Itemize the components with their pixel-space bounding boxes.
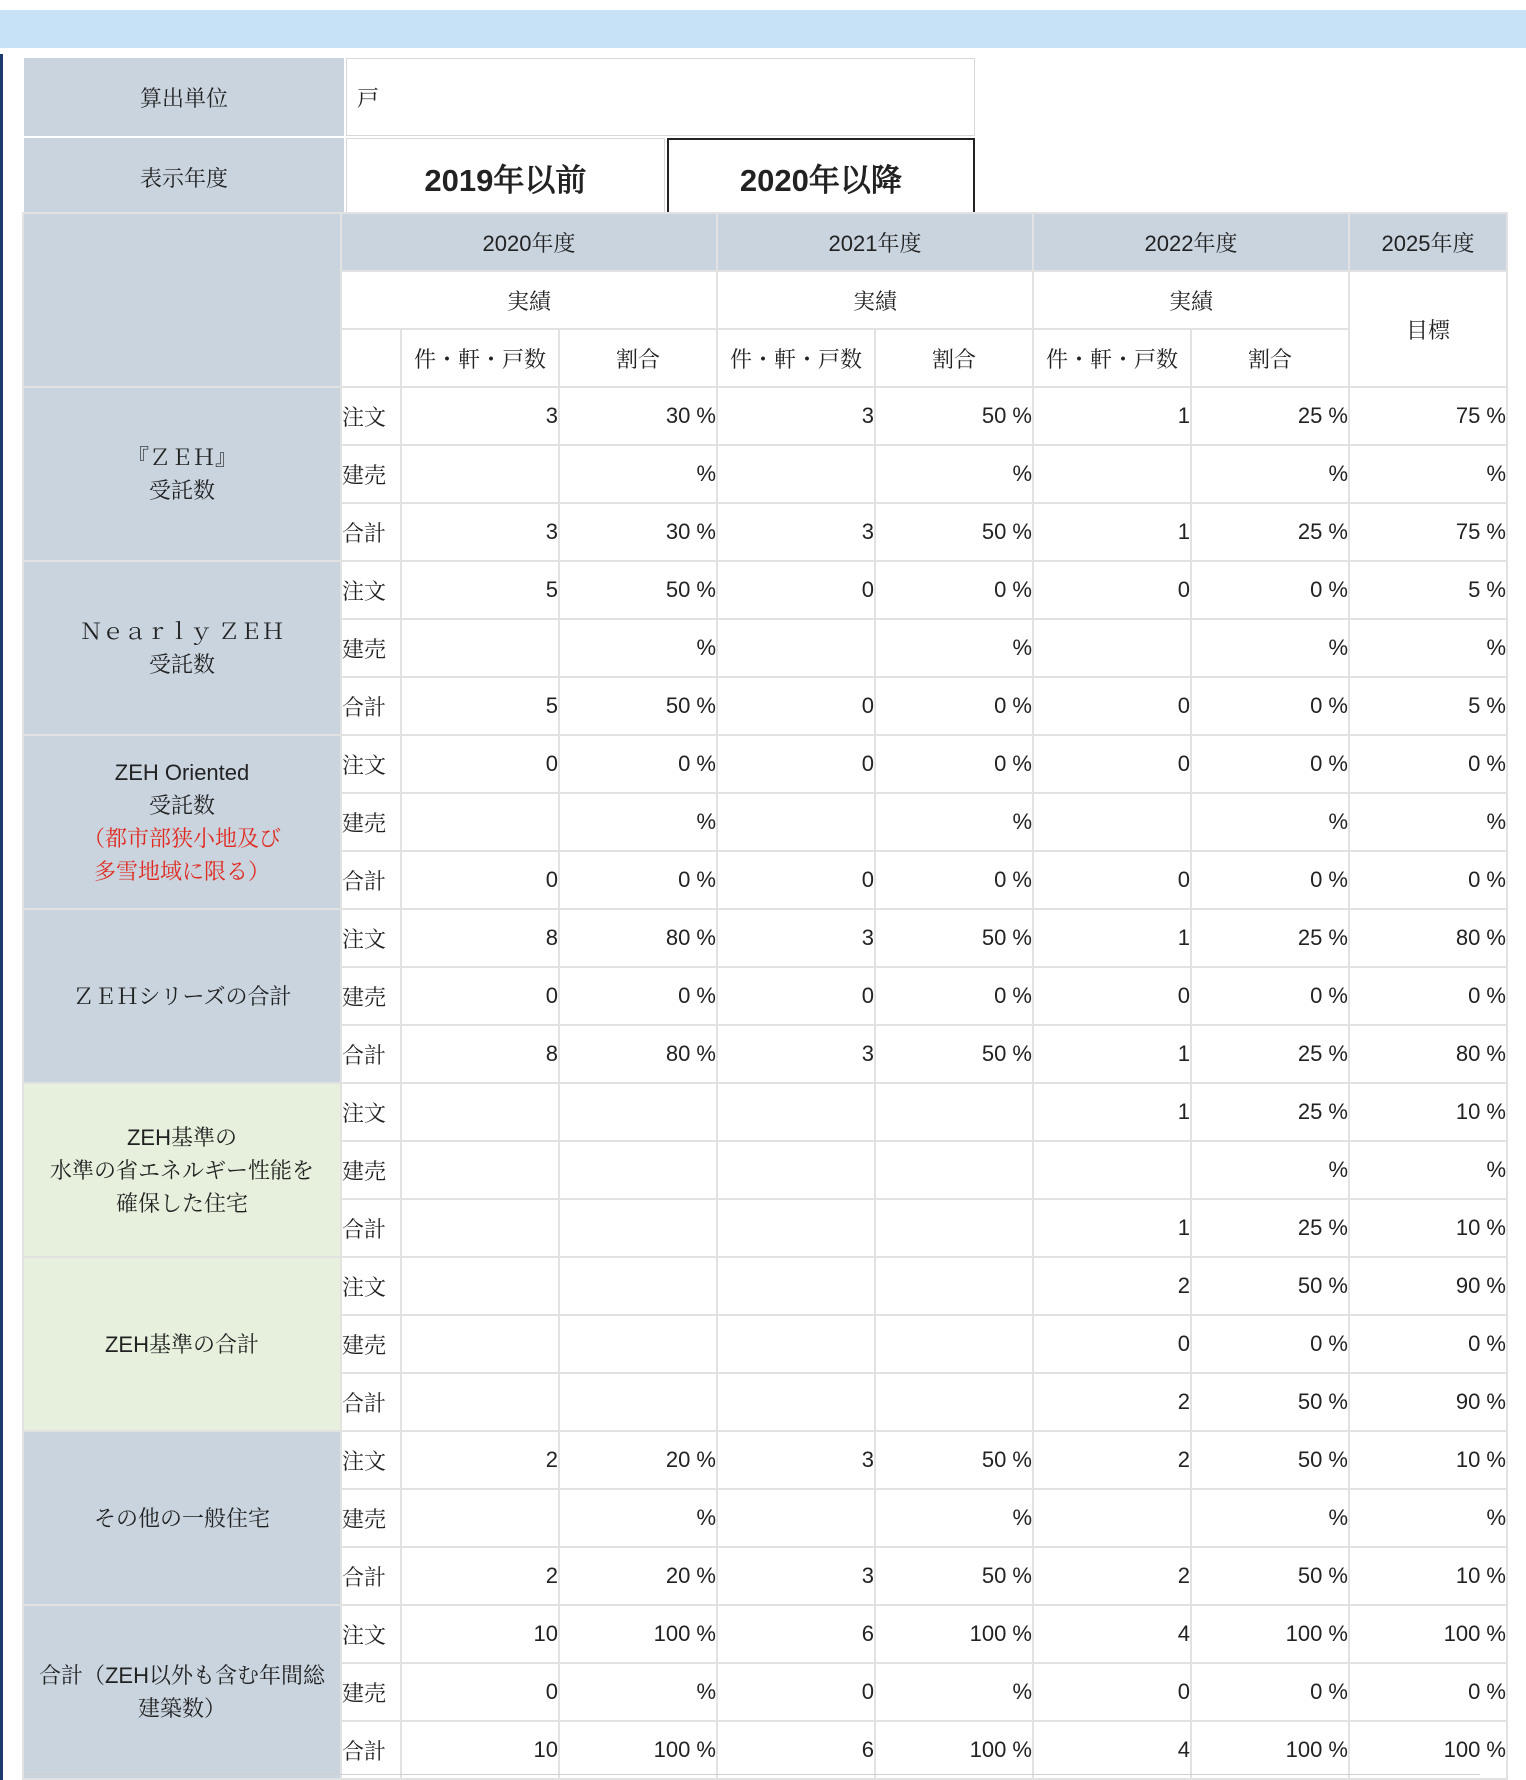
target-2025-cell: 90 % <box>1349 1257 1507 1315</box>
table-row <box>23 1431 1507 1489</box>
row-type-cell: 合計 <box>341 503 401 561</box>
ratio-2020-cell: % <box>559 1489 717 1547</box>
year-header-2025: 2025年度 <box>1349 213 1507 271</box>
count-2022-cell: 1 <box>1033 503 1191 561</box>
zeh-results-table <box>22 212 1508 1780</box>
ratio-2022-cell: % <box>1191 793 1349 851</box>
row-type-header <box>341 329 401 387</box>
ratio-2021-cell: 50 % <box>875 387 1033 445</box>
table-body <box>23 387 1507 1779</box>
ratio-2020-cell: 80 % <box>559 1025 717 1083</box>
ratio-2020-cell <box>559 1315 717 1373</box>
row-type-cell: 建売 <box>341 619 401 677</box>
ratio-2020-cell <box>559 1141 717 1199</box>
count-2020-cell <box>401 1257 559 1315</box>
ratio-2022-cell: 0 % <box>1191 1315 1349 1373</box>
ratio-2020-cell: 100 % <box>559 1605 717 1663</box>
ratio-2021-cell: 50 % <box>875 909 1033 967</box>
count-2020-cell: 2 <box>401 1547 559 1605</box>
count-2022-cell: 0 <box>1033 1315 1191 1373</box>
ratio-2020-cell <box>559 1199 717 1257</box>
count-2020-cell: 3 <box>401 387 559 445</box>
count-2020-cell: 10 <box>401 1721 559 1779</box>
group-label-zeh-series-total <box>23 909 341 1083</box>
table-row <box>23 561 1507 619</box>
count-2020-cell <box>401 445 559 503</box>
ratio-2022-cell: 0 % <box>1191 677 1349 735</box>
count-2020-cell: 0 <box>401 1663 559 1721</box>
row-type-cell: 建売 <box>341 1141 401 1199</box>
group-label-line: ZEH基準の合計 <box>104 1331 259 1357</box>
ratio-2020-cell: 30 % <box>559 387 717 445</box>
ratio-2020-cell: 100 % <box>559 1721 717 1779</box>
target-2025-cell: % <box>1349 1141 1507 1199</box>
ratio-2020-cell: 50 % <box>559 677 717 735</box>
count-2020-cell: 10 <box>401 1605 559 1663</box>
table-row <box>23 735 1507 793</box>
count-2021-cell: 3 <box>717 909 875 967</box>
target-2025-cell: 75 % <box>1349 503 1507 561</box>
group-label-other-general-housing <box>23 1431 341 1605</box>
ratio-2020-cell: % <box>559 445 717 503</box>
group-label-line: 水準の省エネルギー性能を <box>49 1157 314 1183</box>
count-2020-cell: 2 <box>401 1431 559 1489</box>
count-2021-cell: 0 <box>717 967 875 1025</box>
ratio-header-2020: 割合 <box>559 329 717 387</box>
group-label-line: ZEH Oriented <box>114 760 250 785</box>
group-note-line: （都市部狭小地及び <box>82 826 281 851</box>
count-2022-cell: 2 <box>1033 1547 1191 1605</box>
group-label-line: ZEH基準の <box>126 1124 237 1150</box>
group-label-line: ＺＥＨシリーズの合計 <box>72 983 292 1009</box>
count-2022-cell: 0 <box>1033 677 1191 735</box>
year-header-2021: 2021年度 <box>717 213 1033 271</box>
count-2020-cell: 8 <box>401 1025 559 1083</box>
group-label-zeh <box>23 387 341 561</box>
row-type-cell: 合計 <box>341 1199 401 1257</box>
target-header: 目標 <box>1349 271 1507 387</box>
row-type-cell: 建売 <box>341 445 401 503</box>
count-2020-cell: 5 <box>401 677 559 735</box>
unit-value: 戸 <box>346 58 975 136</box>
bottom-divider <box>24 1774 1480 1775</box>
actual-header-2022: 実績 <box>1033 271 1349 329</box>
ratio-2022-cell: 100 % <box>1191 1721 1349 1779</box>
ratio-2022-cell: 0 % <box>1191 851 1349 909</box>
count-2022-cell: 0 <box>1033 1663 1191 1721</box>
ratio-2022-cell: 0 % <box>1191 561 1349 619</box>
ratio-2021-cell: 100 % <box>875 1605 1033 1663</box>
count-2021-cell <box>717 1373 875 1431</box>
left-border <box>0 54 3 1780</box>
ratio-2021-cell <box>875 1083 1033 1141</box>
year-header-2022: 2022年度 <box>1033 213 1349 271</box>
row-type-cell: 建売 <box>341 1663 401 1721</box>
count-2022-cell: 0 <box>1033 851 1191 909</box>
ratio-2020-cell: 80 % <box>559 909 717 967</box>
target-2025-cell: 10 % <box>1349 1083 1507 1141</box>
display-year-label: 表示年度 <box>24 138 344 216</box>
group-label-line: 受託数 <box>148 793 215 818</box>
count-2022-cell: 1 <box>1033 387 1191 445</box>
group-label-zeh-standard-housing <box>23 1083 341 1257</box>
ratio-2020-cell: 0 % <box>559 735 717 793</box>
group-label-grand-total <box>23 1605 341 1779</box>
target-2025-cell: 80 % <box>1349 1025 1507 1083</box>
group-label-line: Ｎｅａｒｌｙ ＺＥＨ <box>79 619 285 644</box>
row-type-cell: 注文 <box>341 387 401 445</box>
count-2020-cell <box>401 1373 559 1431</box>
group-label-line: 受託数 <box>148 652 215 677</box>
count-2021-cell <box>717 1199 875 1257</box>
count-2021-cell <box>717 793 875 851</box>
target-2025-cell: % <box>1349 445 1507 503</box>
target-2025-cell: 0 % <box>1349 735 1507 793</box>
count-2022-cell: 2 <box>1033 1257 1191 1315</box>
target-2025-cell: 0 % <box>1349 1663 1507 1721</box>
count-2022-cell: 0 <box>1033 967 1191 1025</box>
count-2021-cell: 0 <box>717 851 875 909</box>
ratio-2021-cell: 0 % <box>875 967 1033 1025</box>
count-2022-cell: 1 <box>1033 1199 1191 1257</box>
year-after-2020-button[interactable]: 2020年以降 <box>739 162 902 198</box>
year-header-2020: 2020年度 <box>341 213 717 271</box>
count-2020-cell: 0 <box>401 735 559 793</box>
row-type-cell: 合計 <box>341 851 401 909</box>
count-2021-cell: 0 <box>717 561 875 619</box>
settings-table <box>22 56 977 218</box>
count-2021-cell: 3 <box>717 387 875 445</box>
target-2025-cell: 5 % <box>1349 677 1507 735</box>
ratio-2021-cell: 100 % <box>875 1721 1033 1779</box>
count-2020-cell: 3 <box>401 503 559 561</box>
group-label-line: 確保した住宅 <box>115 1190 248 1216</box>
count-2020-cell <box>401 1141 559 1199</box>
group-label-line: その他の一般住宅 <box>93 1505 270 1531</box>
count-2021-cell: 3 <box>717 1547 875 1605</box>
table-header <box>23 213 1507 387</box>
ratio-2021-cell: 50 % <box>875 1547 1033 1605</box>
ratio-2021-cell <box>875 1199 1033 1257</box>
count-2020-cell: 0 <box>401 967 559 1025</box>
count-2022-cell <box>1033 1141 1191 1199</box>
ratio-2021-cell: 0 % <box>875 677 1033 735</box>
ratio-2020-cell: 0 % <box>559 967 717 1025</box>
group-note-line: 多雪地域に限る） <box>93 859 270 884</box>
count-2020-cell <box>401 619 559 677</box>
count-2021-cell <box>717 445 875 503</box>
unit-label: 算出単位 <box>24 58 344 136</box>
count-2020-cell <box>401 793 559 851</box>
row-type-cell: 注文 <box>341 1431 401 1489</box>
ratio-2021-cell <box>875 1315 1033 1373</box>
count-2022-cell: 0 <box>1033 735 1191 793</box>
count-2021-cell: 3 <box>717 1025 875 1083</box>
group-label-zeh-standard-total <box>23 1257 341 1431</box>
target-2025-cell: 100 % <box>1349 1605 1507 1663</box>
row-type-cell: 注文 <box>341 1605 401 1663</box>
ratio-2022-cell: 25 % <box>1191 1025 1349 1083</box>
ratio-2022-cell: 50 % <box>1191 1373 1349 1431</box>
ratio-2022-cell: % <box>1191 445 1349 503</box>
row-type-cell: 合計 <box>341 1373 401 1431</box>
row-type-cell: 注文 <box>341 909 401 967</box>
row-type-cell: 注文 <box>341 1083 401 1141</box>
ratio-2021-cell: 50 % <box>875 503 1033 561</box>
count-2022-cell <box>1033 445 1191 503</box>
ratio-2021-cell: % <box>875 445 1033 503</box>
row-type-cell: 建売 <box>341 793 401 851</box>
ratio-2021-cell: % <box>875 619 1033 677</box>
count-2021-cell <box>717 619 875 677</box>
target-2025-cell: 10 % <box>1349 1199 1507 1257</box>
year-2020-cell[interactable] <box>667 138 975 216</box>
target-2025-cell: % <box>1349 1489 1507 1547</box>
count-2022-cell: 4 <box>1033 1721 1191 1779</box>
count-header-2021: 件・軒・戸数 <box>717 329 875 387</box>
ratio-2020-cell <box>559 1373 717 1431</box>
count-2020-cell: 5 <box>401 561 559 619</box>
ratio-2020-cell: 30 % <box>559 503 717 561</box>
ratio-header-2022: 割合 <box>1191 329 1349 387</box>
ratio-2022-cell: % <box>1191 1489 1349 1547</box>
table-row <box>23 909 1507 967</box>
ratio-2020-cell: 20 % <box>559 1431 717 1489</box>
target-2025-cell: 0 % <box>1349 1315 1507 1373</box>
ratio-2022-cell: 50 % <box>1191 1431 1349 1489</box>
count-2022-cell <box>1033 1489 1191 1547</box>
ratio-2020-cell: 50 % <box>559 561 717 619</box>
count-2022-cell: 0 <box>1033 561 1191 619</box>
ratio-2021-cell: 0 % <box>875 561 1033 619</box>
ratio-2022-cell: 0 % <box>1191 1663 1349 1721</box>
row-type-cell: 注文 <box>341 1257 401 1315</box>
group-label-line: 建築数） <box>137 1696 226 1721</box>
table-row <box>23 387 1507 445</box>
target-2025-cell: 10 % <box>1349 1547 1507 1605</box>
count-2021-cell <box>717 1141 875 1199</box>
count-2022-cell: 1 <box>1033 1025 1191 1083</box>
target-2025-cell: % <box>1349 619 1507 677</box>
ratio-2020-cell: % <box>559 1663 717 1721</box>
table-row <box>23 1605 1507 1663</box>
count-2022-cell: 2 <box>1033 1431 1191 1489</box>
target-2025-cell: 100 % <box>1349 1721 1507 1779</box>
ratio-2021-cell: 50 % <box>875 1025 1033 1083</box>
year-2019-cell[interactable] <box>346 138 665 216</box>
count-2020-cell: 8 <box>401 909 559 967</box>
row-type-cell: 建売 <box>341 1315 401 1373</box>
count-2021-cell: 0 <box>717 735 875 793</box>
ratio-2022-cell: 25 % <box>1191 909 1349 967</box>
ratio-2022-cell: 25 % <box>1191 1083 1349 1141</box>
target-2025-cell: 0 % <box>1349 851 1507 909</box>
top-banner <box>0 10 1526 48</box>
ratio-2020-cell: 0 % <box>559 851 717 909</box>
ratio-2022-cell: 50 % <box>1191 1257 1349 1315</box>
actual-header-2020: 実績 <box>341 271 717 329</box>
row-type-cell: 合計 <box>341 677 401 735</box>
target-2025-cell: % <box>1349 793 1507 851</box>
group-label-line: 受託数 <box>148 478 215 503</box>
count-2020-cell: 0 <box>401 851 559 909</box>
ratio-2021-cell <box>875 1257 1033 1315</box>
count-2022-cell <box>1033 793 1191 851</box>
ratio-2020-cell <box>559 1083 717 1141</box>
header-corner <box>23 213 341 387</box>
group-label-line: 『ＺＥＨ』 <box>126 445 237 470</box>
ratio-2022-cell: 25 % <box>1191 503 1349 561</box>
count-2021-cell: 6 <box>717 1721 875 1779</box>
table-row <box>23 1257 1507 1315</box>
ratio-2021-cell: 0 % <box>875 735 1033 793</box>
group-label-line: 合計（ZEH以外も含む年間総 <box>38 1663 325 1688</box>
ratio-header-2021: 割合 <box>875 329 1033 387</box>
ratio-2020-cell: % <box>559 619 717 677</box>
count-2021-cell: 3 <box>717 503 875 561</box>
group-label-zeh-oriented <box>23 735 341 909</box>
row-type-cell: 合計 <box>341 1721 401 1779</box>
table-row <box>23 1083 1507 1141</box>
count-2022-cell: 2 <box>1033 1373 1191 1431</box>
ratio-2022-cell: 0 % <box>1191 967 1349 1025</box>
ratio-2020-cell <box>559 1257 717 1315</box>
row-type-cell: 合計 <box>341 1025 401 1083</box>
ratio-2021-cell: % <box>875 793 1033 851</box>
count-2021-cell: 0 <box>717 677 875 735</box>
count-header-2020: 件・軒・戸数 <box>401 329 559 387</box>
ratio-2021-cell: 50 % <box>875 1431 1033 1489</box>
ratio-2021-cell <box>875 1373 1033 1431</box>
target-2025-cell: 80 % <box>1349 909 1507 967</box>
row-type-cell: 合計 <box>341 1547 401 1605</box>
ratio-2020-cell: 20 % <box>559 1547 717 1605</box>
target-2025-cell: 90 % <box>1349 1373 1507 1431</box>
count-2020-cell <box>401 1199 559 1257</box>
count-2022-cell <box>1033 619 1191 677</box>
row-type-cell: 注文 <box>341 735 401 793</box>
ratio-2022-cell: 100 % <box>1191 1605 1349 1663</box>
row-type-cell: 建売 <box>341 1489 401 1547</box>
target-2025-cell: 0 % <box>1349 967 1507 1025</box>
count-2021-cell <box>717 1489 875 1547</box>
ratio-2022-cell: % <box>1191 1141 1349 1199</box>
count-2021-cell: 3 <box>717 1431 875 1489</box>
ratio-2021-cell: % <box>875 1489 1033 1547</box>
actual-header-2021: 実績 <box>717 271 1033 329</box>
ratio-2022-cell: 25 % <box>1191 387 1349 445</box>
ratio-2022-cell: 25 % <box>1191 1199 1349 1257</box>
year-before-2019-button[interactable]: 2019年以前 <box>424 162 587 198</box>
group-label-nearly-zeh <box>23 561 341 735</box>
count-2021-cell: 0 <box>717 1663 875 1721</box>
count-2021-cell: 6 <box>717 1605 875 1663</box>
ratio-2021-cell: 0 % <box>875 851 1033 909</box>
ratio-2022-cell: 50 % <box>1191 1547 1349 1605</box>
count-2021-cell <box>717 1257 875 1315</box>
ratio-2021-cell <box>875 1141 1033 1199</box>
target-2025-cell: 10 % <box>1349 1431 1507 1489</box>
count-2021-cell <box>717 1315 875 1373</box>
row-type-cell: 注文 <box>341 561 401 619</box>
count-2020-cell <box>401 1489 559 1547</box>
target-2025-cell: 75 % <box>1349 387 1507 445</box>
ratio-2022-cell: % <box>1191 619 1349 677</box>
count-2020-cell <box>401 1315 559 1373</box>
ratio-2021-cell: % <box>875 1663 1033 1721</box>
count-2022-cell: 1 <box>1033 909 1191 967</box>
count-header-2022: 件・軒・戸数 <box>1033 329 1191 387</box>
ratio-2022-cell: 0 % <box>1191 735 1349 793</box>
count-2022-cell: 4 <box>1033 1605 1191 1663</box>
count-2022-cell: 1 <box>1033 1083 1191 1141</box>
target-2025-cell: 5 % <box>1349 561 1507 619</box>
ratio-2020-cell: % <box>559 793 717 851</box>
row-type-cell: 建売 <box>341 967 401 1025</box>
count-2021-cell <box>717 1083 875 1141</box>
count-2020-cell <box>401 1083 559 1141</box>
